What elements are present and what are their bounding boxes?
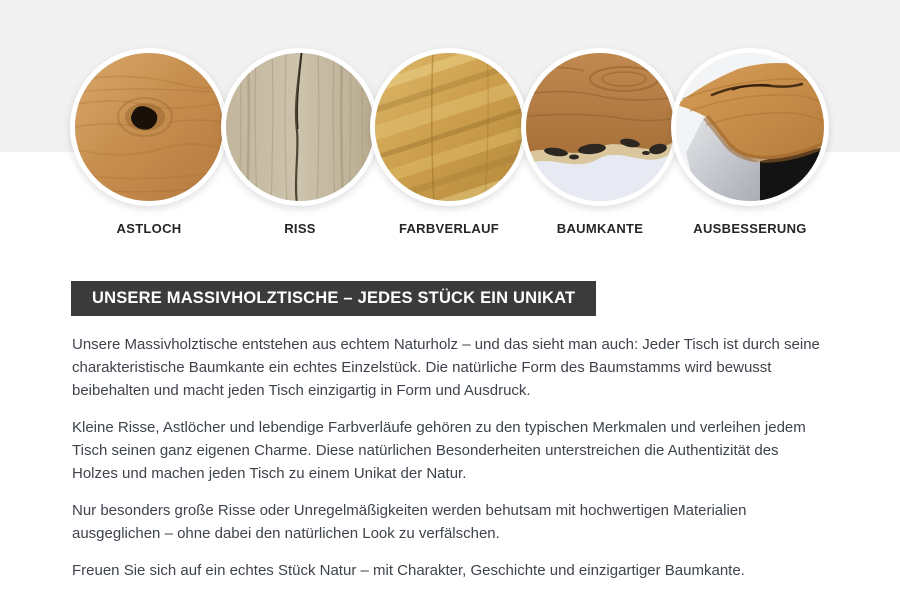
body-paragraph-4: Freuen Sie sich auf ein echtes Stück Natur – mit Charakter, Geschichte und einzigartiger Baumkante.	[72, 562, 745, 579]
baumkante-wood-image	[526, 53, 674, 201]
feature-photo-baumkante	[521, 48, 679, 206]
body-paragraph-1: Unsere Massivholztische entstehen aus echtem Naturholz – und das sieht man auch: Jeder Tisch ist durch seine charakteristische Baumkante ein echtes Einzelstück. Die natürliche Form des Baumstamms wird bewusst beibehalten und macht jeden Tisch einzigartig in Form und Ausdruck.	[72, 336, 820, 399]
section-title: UNSERE MASSIVHOLZTISCHE – JEDES STÜCK EIN UNIKAT	[71, 281, 596, 316]
ausbesserung-wood-image	[676, 53, 824, 201]
feature-photo-riss	[221, 48, 379, 206]
feature-label-baumkante: BAUMKANTE	[556, 221, 644, 236]
feature-label-ausbesserung: AUSBESSERUNG	[693, 221, 807, 236]
feature-label-farbverlauf: FARBVERLAUF	[398, 221, 500, 236]
feature-photo-astloch	[70, 48, 228, 206]
riss-wood-image	[226, 53, 374, 201]
body-paragraph-3: Nur besonders große Risse oder Unregelmäßigkeiten werden behutsam mit hochwertigen Materialien ausgeglichen – ohne dabei den natürlichen Look zu verfälschen.	[72, 502, 747, 542]
astloch-wood-image	[75, 53, 223, 201]
feature-photo-ausbesserung	[671, 48, 829, 206]
body-paragraph-2: Kleine Risse, Astlöcher und lebendige Farbverläufe gehören zu den typischen Merkmalen und verleihen jedem Tisch seinen ganz eigenen Charme. Diese natürlichen Besonderheiten unterstreichen die Authentizität des Holzes und machen jeden Tisch zu einem Unikat der Natur.	[72, 419, 806, 482]
feature-label-astloch: ASTLOCH	[116, 221, 182, 236]
feature-label-riss: RISS	[284, 221, 316, 236]
section-body	[72, 333, 824, 582]
farbverlauf-wood-image	[375, 53, 523, 201]
feature-photo-farbverlauf	[370, 48, 528, 206]
